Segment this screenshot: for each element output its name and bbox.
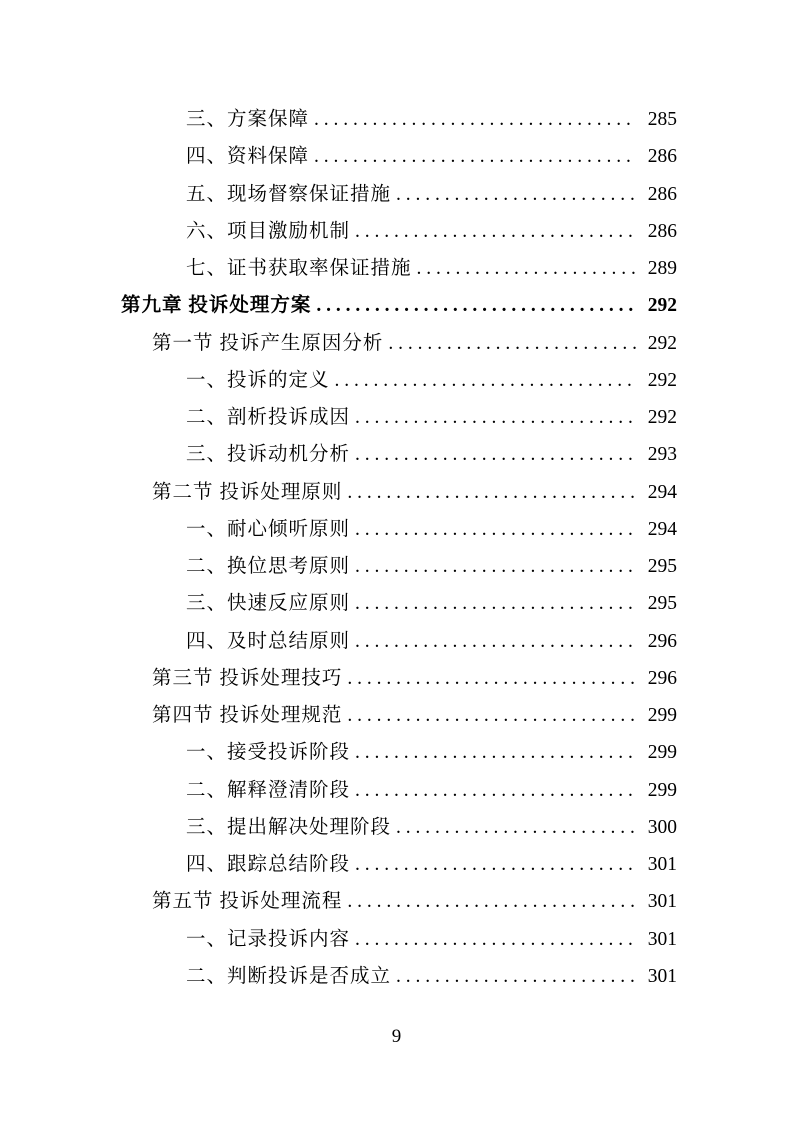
toc-entry-page: 301 [647,928,677,950]
dot-leader [388,325,636,362]
dot-leader [355,772,636,809]
toc-entry-page: 292 [647,295,677,317]
toc-entry-title: 三、投诉动机分析 [186,444,351,466]
toc-entry-title: 一、耐心倾听原则 [186,518,351,540]
dot-leader [355,585,636,622]
toc-entry-page: 294 [647,481,677,503]
toc-entry-page: 301 [647,965,677,987]
toc-entry [0,772,677,809]
dot-leader [355,548,636,585]
toc-entry [0,436,677,473]
toc-entry [0,958,677,995]
toc-entry-title: 第三节 投诉处理技巧 [152,667,343,689]
dot-leader [355,623,636,660]
dot-leader [355,734,636,771]
page-footer [0,1026,793,1048]
dot-leader [355,511,636,548]
toc-entry-title: 二、判断投诉是否成立 [186,965,392,987]
toc-entry [0,138,677,175]
table-of-contents [0,101,677,995]
toc-entry-chapter [0,287,677,324]
toc-entry [0,213,677,250]
toc-entry-title: 四、及时总结原则 [186,630,351,652]
toc-entry-section [0,660,677,697]
toc-entry-page: 300 [647,816,677,838]
dot-leader [347,883,636,920]
toc-entry-title: 七、证书获取率保证措施 [186,258,412,279]
toc-entry-title: 二、解释澄清阶段 [186,779,351,801]
toc-entry-page: 292 [647,369,677,391]
dot-leader [347,474,636,511]
toc-entry-page: 295 [647,593,677,615]
dot-leader [355,436,636,473]
toc-entry [0,809,677,846]
toc-entry-section [0,325,677,362]
dot-leader [396,176,636,213]
toc-entry-page: 289 [647,258,677,279]
toc-entry-title: 六、项目激励机制 [186,220,351,242]
toc-entry-title: 一、投诉的定义 [186,369,330,391]
dot-leader [396,958,636,995]
toc-entry-title: 三、方案保障 [186,109,310,130]
toc-entry [0,250,677,287]
toc-entry-title: 第四节 投诉处理规范 [152,705,343,726]
dot-leader [314,101,636,138]
toc-entry-title: 第五节 投诉处理流程 [152,891,343,913]
dot-leader [355,921,636,958]
toc-entry-title: 三、提出解决处理阶段 [186,816,392,838]
toc-entry-title: 三、快速反应原则 [186,593,351,615]
toc-entry-section [0,697,677,734]
toc-entry [0,399,677,436]
toc-entry-page: 286 [647,183,677,205]
toc-entry-page: 295 [647,556,677,577]
toc-entry [0,101,677,138]
dot-leader [417,250,636,287]
toc-entry-page: 296 [647,667,677,689]
toc-entry-title: 一、记录投诉内容 [186,928,351,950]
toc-entry [0,734,677,771]
toc-entry-page: 285 [647,109,677,130]
toc-entry [0,511,677,548]
toc-entry-page: 301 [647,854,677,875]
toc-entry-title: 第二节 投诉处理原则 [152,481,343,503]
toc-entry-page: 299 [647,742,677,764]
toc-entry-title: 第九章 投诉处理方案 [121,295,312,317]
toc-entry-page: 296 [647,630,677,652]
dot-leader [347,697,636,734]
toc-entry [0,921,677,958]
toc-entry [0,846,677,883]
toc-entry-page: 286 [647,146,677,168]
toc-entry-title: 二、换位思考原则 [186,556,351,577]
dot-leader [314,138,636,175]
toc-entry [0,548,677,585]
dot-leader [355,399,636,436]
dot-leader [335,362,636,399]
dot-leader [355,213,636,250]
page-number: 9 [391,1026,402,1047]
toc-entry-title: 四、资料保障 [186,146,310,168]
dot-leader [347,660,636,697]
toc-entry-page: 301 [647,891,677,913]
toc-entry [0,623,677,660]
toc-entry-title: 五、现场督察保证措施 [186,183,392,205]
toc-entry-title: 第一节 投诉产生原因分析 [152,332,384,354]
toc-entry [0,362,677,399]
toc-entry-title: 一、接受投诉阶段 [186,742,351,764]
toc-entry-title: 二、剖析投诉成因 [186,407,351,428]
toc-entry-page: 294 [647,518,677,540]
dot-leader [396,809,636,846]
toc-entry-title: 四、跟踪总结阶段 [186,854,351,875]
toc-entry-page: 299 [647,705,677,726]
toc-entry-section [0,474,677,511]
toc-entry-page: 299 [647,779,677,801]
toc-entry [0,585,677,622]
toc-entry-page: 293 [647,444,677,466]
toc-entry-section [0,883,677,920]
toc-entry-page: 286 [647,220,677,242]
dot-leader [316,287,636,324]
toc-entry [0,176,677,213]
toc-entry-page: 292 [647,332,677,354]
toc-entry-page: 292 [647,407,677,428]
dot-leader [355,846,636,883]
